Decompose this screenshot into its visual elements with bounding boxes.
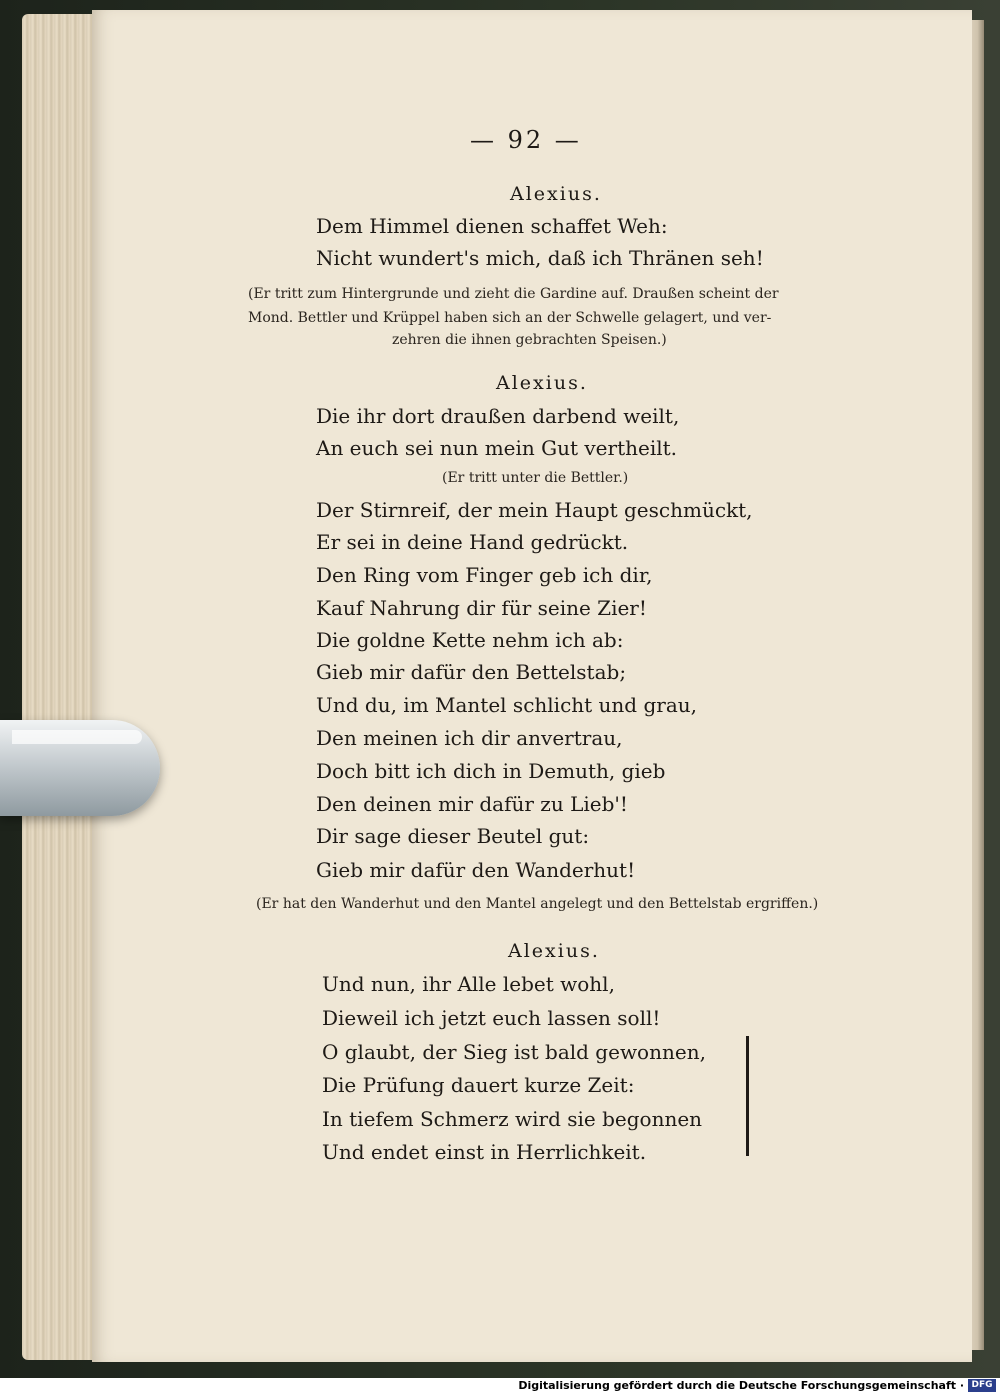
verse-line: Dieweil ich jetzt euch lassen soll! (322, 1006, 661, 1030)
stage-direction: zehren die ihnen gebrachten Speisen.) (392, 332, 667, 348)
verse-line: In tiefem Schmerz wird sie begonnen (322, 1107, 703, 1131)
verse-line: O glaubt, der Sieg ist bald gewonnen, (322, 1040, 706, 1064)
stage-direction: (Er tritt unter die Bettler.) (442, 470, 629, 486)
page-number: — 92 — (470, 126, 582, 154)
footer-credit: Digitalisierung gefördert durch die Deutsche Forschungsgemeinschaft · (518, 1379, 964, 1392)
page-clip (0, 720, 160, 816)
verse-line: Nicht wundert's mich, daß ich Thränen seh! (316, 246, 764, 270)
verse-line: Den deinen mir dafür zu Lieb'! (316, 792, 628, 816)
verse-line: Der Stirnreif, der mein Haupt geschmückt, (316, 498, 753, 522)
speaker-name: Alexius. (508, 940, 600, 962)
speaker-name: Alexius. (510, 183, 602, 205)
dfg-logo-icon: DFG (968, 1379, 996, 1392)
verse-line: Und nun, ihr Alle lebet wohl, (322, 972, 615, 996)
verse-line: Dir sage dieser Beutel gut: (316, 824, 590, 848)
verse-line: Die goldne Kette nehm ich ab: (316, 628, 624, 652)
verse-line: Dem Himmel dienen schaffet Weh: (316, 214, 668, 238)
verse-line: Doch bitt ich dich in Demuth, gieb (316, 759, 666, 783)
verse-line: Den meinen ich dir anvertrau, (316, 726, 623, 750)
stage-direction: Mond. Bettler und Krüppel haben sich an der Schwelle gelagert, und ver- (248, 310, 772, 326)
verse-line: Den Ring vom Finger geb ich dir, (316, 563, 653, 587)
stage-direction: (Er hat den Wanderhut und den Mantel angelegt und den Bettelstab ergriffen.) (256, 896, 819, 912)
verse-line: Gieb mir dafür den Wanderhut! (316, 858, 636, 882)
verse-line: Die ihr dort draußen darbend weilt, (316, 404, 680, 428)
verse-line: Er sei in deine Hand gedrückt. (316, 530, 629, 554)
page-stack-left (22, 14, 98, 1360)
verse-line: Und endet einst in Herrlichkeit. (322, 1140, 647, 1164)
margin-bar (746, 1036, 749, 1156)
speaker-name: Alexius. (496, 372, 588, 394)
verse-line: Kauf Nahrung dir für seine Zier! (316, 596, 647, 620)
clip-highlight (12, 730, 142, 744)
stage-direction: (Er tritt zum Hintergrunde und zieht die Gardine auf. Draußen scheint der (248, 286, 779, 302)
verse-line: Und du, im Mantel schlicht und grau, (316, 693, 697, 717)
footer-bar (0, 1378, 1000, 1394)
verse-line: Gieb mir dafür den Bettelstab; (316, 660, 627, 684)
verse-line: Die Prüfung dauert kurze Zeit: (322, 1073, 635, 1097)
verse-line: An euch sei nun mein Gut vertheilt. (316, 436, 678, 460)
